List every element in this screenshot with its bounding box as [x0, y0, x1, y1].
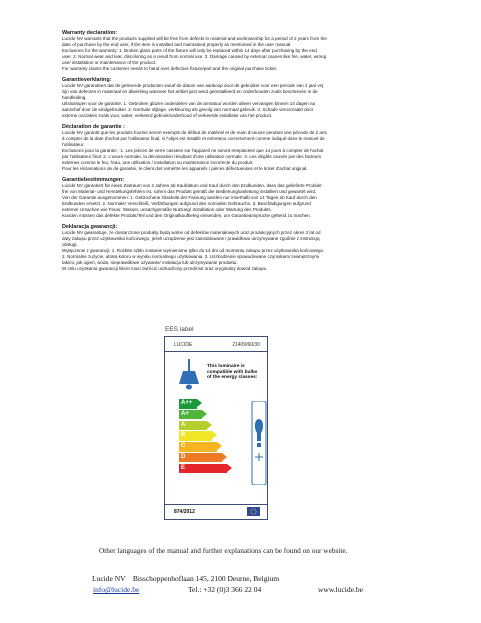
- section-line: Lucide NV garandeert dat de geleverde producten vanaf de datum van aankoop door de gebruiker voor een periode van 2 jaar vrij: [62, 82, 324, 88]
- section-line: Uitsluitingen voor de garantie: 1. Gebroken glazen onderdelen van de armatuur worden alleen vervangen binnen 14 dagen na: [62, 101, 316, 107]
- warranty-section-de: [62, 177, 426, 219]
- warranty-sections: [62, 30, 426, 276]
- section-line: For warranty claims the customer needs to hand over defective fixture/part and the original purchase ticket.: [62, 66, 278, 72]
- company-address: [92, 574, 279, 583]
- section-line: aanschaf door de eindgebruiker. 2. Normale slijtage, verkleuring als gevolg van normaal gebruik. 3. Schade veroorzaakt door: [62, 107, 314, 113]
- phone-number: Tel.: +32 (0)3 366 22 04: [188, 585, 262, 594]
- section-line: Exclusions pour la garantie : 1. Les pièces de verre cassées sur l'appareil ne seront remplacées que 14 jours à compter de l'achat: [62, 147, 324, 153]
- street-address: Bisschoppenhoflaan 145, 2100 Deurne, Belgium: [132, 574, 280, 583]
- energy-label: [164, 336, 268, 520]
- section-title: Deklaracja gwarancji:: [62, 223, 118, 230]
- section-line: Lucide NV garantit que les produits fournis seront exempts de défaut de matériel et de main d'oeuvre pendant une période de 2 ans: [62, 129, 327, 135]
- energy-class-bar: D: [179, 453, 222, 463]
- product-code: 21409/60/30: [232, 342, 260, 348]
- energy-class-bar: A+: [179, 410, 202, 420]
- section-line: takimi, jak ogień, woda, nieprawidłowe używanie/ instalacja lub utrzymywanie produktu.: [62, 259, 238, 265]
- energy-class-bar: A: [179, 421, 207, 431]
- section-title: Garantieverklaring:: [62, 76, 112, 83]
- section-line: l'utilisateur.: [62, 141, 85, 147]
- bulb-icon: [251, 401, 267, 485]
- section-line: Exclusions for the warranty: 1. Broken glass parts of the fixture will only be replaced within 14 days after purchasing by the end: [62, 48, 317, 54]
- warranty-section-pl: [62, 224, 426, 272]
- section-line: Lucide NV warrants that the products supplied will be free from defects in material and workmanship for a period of 2 years from the: [62, 36, 327, 42]
- section-line: Endkunden ersetzt. 2. Normaler Verschleiß, Verfärbungen aufgrund des normalen Gebrauchs. 3. Beschädigungen aufgrund: [62, 200, 311, 206]
- section-line: Pour les réclamations de de garantie, le client doit remettre les appareils / pièces défectueuses et le ticket d'achat original.: [62, 166, 308, 172]
- section-line: Lucide NV garantiert für einen Zeitraum von 2 Jahren ab Kaufdatum und Kauf durch den Endkunden, dass das gelieferte Produkt: [62, 182, 322, 188]
- company-name: Lucide NV: [92, 574, 126, 583]
- ees-label-caption: EES label: [165, 326, 194, 333]
- section-title: Garantiebestimmungen:: [62, 176, 125, 183]
- section-title: Warranty declaration:: [62, 30, 118, 36]
- section-line: par l'utilisateur final. 2. L'usure normale, la décoloration résultant d'une utilisation normale. 3. Les dégâts causés par des facteurs: [62, 154, 322, 160]
- section-line: use/ installation or maintenance of the product.: [62, 60, 157, 66]
- section-line: daty zakupu przez użytkownika końcowego, jeżeli urządzenie jest zainstalowane i prawidłowo utrzymywane zgodnie z instrukcją: [62, 235, 320, 241]
- energy-label-header: [165, 337, 267, 352]
- brand-name: LUCIDE: [174, 342, 193, 348]
- compatibility-text: This luminaire is compatible with bulbs of the energy classes:: [207, 364, 258, 381]
- other-languages-note: Other languages of the manual and further explanations can be found on our website.: [99, 546, 348, 555]
- section-line: externe oorzaken zoals vuur, water, verkeerd gebruik/onderhoud of verkeerde installatie van het product.: [62, 113, 273, 119]
- energy-class-bar: C: [179, 442, 217, 452]
- email-link[interactable]: info@lucide.be: [93, 585, 140, 594]
- section-line: zijn van defecten in materiaal en afwerking wanneer het artikel juist werd geïnstalleerd en onderhouden zoals beschreven in de: [62, 89, 318, 95]
- website-link[interactable]: www.lucide.be: [318, 585, 363, 594]
- section-line: 2. Normalne zużycie, utrata koloru w wyniku normalnego użytkowania. 3. Uszkodzenie spowodowane czynnikami zewnętrznymi: [62, 253, 320, 259]
- energy-label-footer: [165, 504, 267, 519]
- section-line: W celu uzyskania gwarancji klient musi zwrócić uszkodzony przedmiot oraz oryginalny dowód zakupu.: [62, 265, 268, 271]
- section-line: frei von Material- und Herstellungsfehlern ist, sofern das Produkt gemäß der Bedienungsanleitung installiert und gewartet wird.: [62, 188, 317, 194]
- section-line: à compter de la date d'achat par l'utilisateur final, si l'objet est installé et entretenu correctement comme indiqué dans le manuel de: [62, 135, 325, 141]
- energy-class-bar: E: [179, 464, 227, 474]
- section-line: externes comme le feu, l'eau, une utilisation / installation ou maintenance incorrecte du produit.: [62, 160, 254, 166]
- section-line: user. 2. Normal wear and tear, discoloring as a result from normal use. 3. Damage caused by external causes like fire, water, wrong: [62, 54, 327, 60]
- section-line: Lucide NV gwarantuje, że dostarczone produkty będą wolne od defektów materiałowych oraz produkcyjnych przez okres 2 lat od: [62, 229, 321, 235]
- section-line: date of purchase by the end user, if the item is installed and maintained properly as mentioned in the user manual.: [62, 42, 292, 48]
- regulation-number: 874/2012: [174, 509, 195, 515]
- warranty-section-fr: [62, 124, 426, 172]
- energy-class-bar: A++: [179, 399, 197, 409]
- warranty-section-en: [62, 30, 426, 72]
- section-line: Von der Garantie ausgenommen: 1. Gebrochene Glasteile der Fassung werden nur innerhalb von 14 Tagen ab Kauf durch den: [62, 194, 317, 200]
- section-title: Déclaration de garantie :: [62, 123, 125, 130]
- energy-class-bars: [179, 399, 239, 475]
- section-line: Kunden müssen das defekte Produkt/Teil und den Originalkaufbeleg einsenden, um Garantieansprüche geltend zu machen.: [62, 213, 311, 218]
- section-line: obsługi.: [62, 241, 78, 247]
- warranty-section-nl: [62, 77, 426, 119]
- energy-class-bar: B: [179, 431, 212, 441]
- eu-flag-icon: [247, 507, 260, 516]
- ceiling-lamp-icon: [175, 359, 203, 393]
- section-line: handleiding.: [62, 95, 87, 101]
- section-line: externer Ursachen wie Feuer, Wasser, unsachgemäße Nutzung/ Installation oder Wartung des Produkts.: [62, 206, 272, 212]
- section-line: Wyłączenie z gwarancji: 1. Rozbite szkło zostanie wymienione tylko do 14 dni od momentu zakupu przez użytkownika końcowego.: [62, 247, 325, 253]
